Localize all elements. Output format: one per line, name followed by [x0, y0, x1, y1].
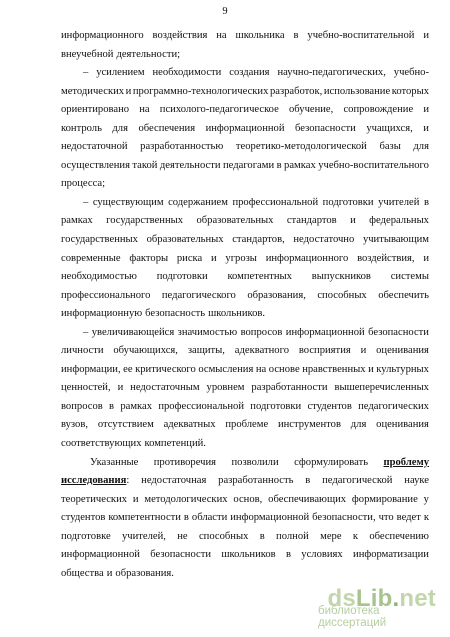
watermark: [318, 585, 438, 629]
text-line: – усилением необходимости создания научно-педагогических, учебно-: [83, 67, 429, 79]
text-line: современные факторы риска и угрозы информационного воздействия, и: [61, 252, 429, 264]
text-line: ориентировано на психолого-педагогическое обучение, сопровождение и: [61, 104, 429, 116]
paragraph: [61, 27, 429, 64]
text-line: общества и образования.: [61, 567, 174, 579]
text-line: студентов компетентности в области информационной безопасности, что ведет к: [61, 512, 429, 524]
text-line: недостаточной разработанностью теоретико-методологической базы для: [61, 141, 429, 153]
watermark-logo-net: net: [399, 585, 436, 612]
text-line: процесса;: [61, 178, 106, 190]
text-line: контроль для обеспечения информационной безопасности учащихся, и: [61, 122, 429, 134]
text-line: информационной безопасности школьников в условиях информатизации: [61, 549, 429, 561]
document-body: [61, 27, 429, 583]
text-line: теоретических и методологических основ, обеспечивающих формирование у: [61, 493, 429, 505]
text-line: государственных образовательных стандартов, недостаточно учитывающим: [61, 234, 429, 246]
watermark-logo-lib: Lib: [355, 585, 393, 612]
text-line: внеучебной деятельности;: [61, 48, 181, 60]
text-line: исследования: недостаточная разработанность в педагогической науке: [61, 475, 429, 487]
text-line: профессионального педагогического образования, способных обеспечить: [61, 289, 429, 301]
text-line: Указанные противоречия позволили сформулировать проблему: [90, 456, 429, 468]
text-line: ценностей, и недостаточным уровнем разработанности вышеперечисленных: [61, 382, 429, 394]
text-line: вопросов в рамках профессиональной подготовки студентов педагогических: [61, 400, 429, 412]
text-line: подготовке учителей, не способных в полной мере к обеспечению: [61, 530, 429, 542]
text-line: информации, ее критического осмысления на основе нравственных и культурных: [61, 363, 429, 375]
text-line: методических и программно-технологических разработок, использование которых: [61, 85, 429, 97]
text-line: необходимостью подготовки компетентных выпускников системы: [61, 271, 429, 283]
watermark-logo-ds: ds: [327, 585, 356, 612]
paragraph: [61, 64, 429, 194]
text-line: соответствующих компетенций.: [61, 438, 206, 450]
watermark-logo-dot: .: [392, 585, 400, 612]
text-line: – увеличивающейся значимостью вопросов информационной безопасности: [83, 326, 429, 338]
paragraph: [61, 324, 429, 454]
text-line: осуществления такой деятельности педагогами в рамках учебно-воспитательного: [61, 159, 429, 171]
text-line: вузов, отсутствием адекватных проблеме инструментов для оценивания: [61, 419, 429, 431]
text-line: информационного воздействия на школьника в учебно-воспитательной и: [61, 30, 429, 41]
text-line: рамках государственных образовательных стандартов и федеральных: [61, 215, 429, 227]
text-line: – существующим содержанием профессиональной подготовки учителей в: [83, 196, 429, 208]
text-line: информационную безопасность школьников.: [61, 308, 266, 320]
paragraph: [61, 454, 429, 584]
page-number: 9: [222, 6, 228, 17]
text-line: личности обучающихся, защиты, адекватного восприятия и оценивания: [61, 345, 429, 357]
paragraph: [61, 194, 429, 324]
watermark-subtitle: библиотека диссертаций: [318, 605, 387, 629]
